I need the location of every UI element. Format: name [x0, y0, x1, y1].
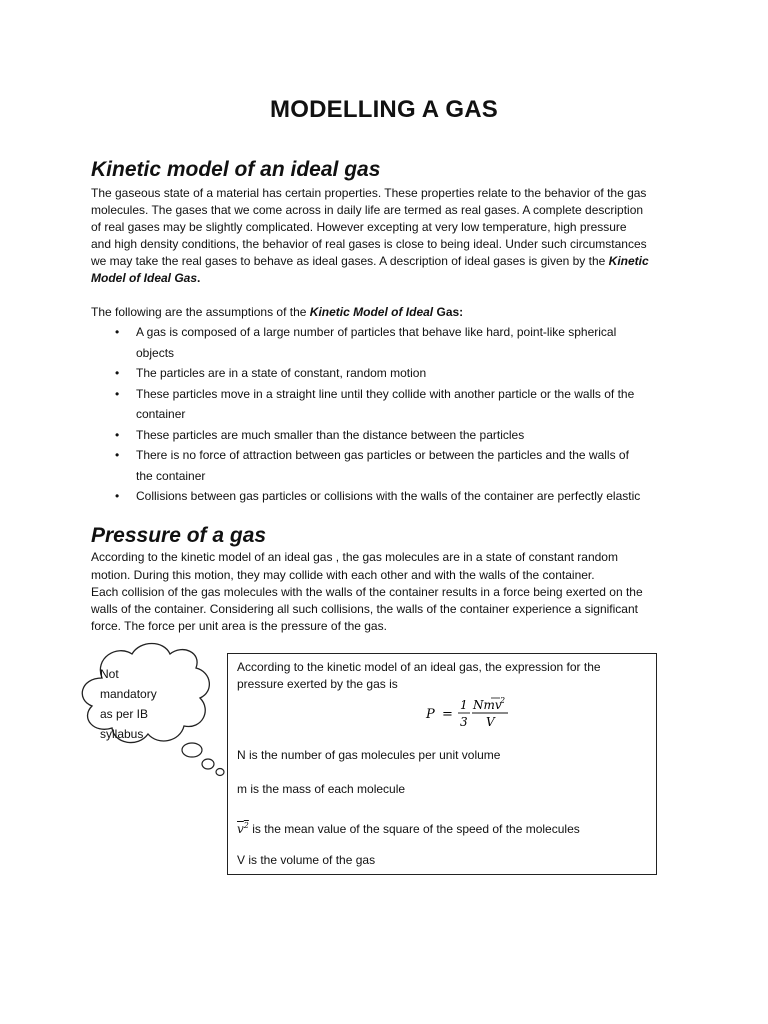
list-item-text: These particles are much smaller than the distance between the particles — [136, 427, 525, 442]
pressure-formula — [424, 696, 514, 730]
definition-V: V is the volume of the gas — [237, 853, 376, 867]
paragraph-line — [91, 253, 731, 270]
list-item-text: Collisions between gas particles or collisions with the walls of the container are perfectly elastic — [136, 489, 641, 503]
paragraph-line: According to the kinetic model of an ideal gas , the gas molecules are in a state of constant random — [91, 550, 618, 564]
bullet-glyph: • — [115, 325, 120, 339]
list-item — [91, 445, 691, 486]
paragraph-line: Each collision of the gas molecules with the walls of the container results in a force being exerted on the — [91, 585, 643, 599]
list-item-text: A gas is composed of a large number of particles that behave like hard, point-like spherical — [136, 325, 617, 339]
v2-symbol — [237, 822, 249, 836]
box-intro-line: According to the kinetic model of an ideal gas, the expression for the — [237, 660, 601, 674]
bullet-glyph: • — [115, 386, 120, 401]
paragraph-line: molecules. The gases that we come across in daily life are termed as real gases. A complete description — [91, 203, 644, 217]
v2-superscript: 2 — [243, 821, 249, 830]
bullet-glyph: • — [115, 366, 120, 380]
emphasis-text: Kinetic — [608, 254, 649, 268]
box-intro-line: pressure exerted by the gas is — [237, 677, 398, 691]
page-title: MODELLING A GAS — [270, 96, 498, 123]
bullet-glyph: • — [115, 448, 120, 462]
list-item-text: There is no force of attraction between gas particles or between the particles and the walls of — [136, 448, 629, 462]
list-item-text: container — [136, 407, 186, 421]
paragraph-line: of real gases may be slightly complicated. However excepting at very low temperature, high pressure — [91, 220, 627, 234]
list-item — [91, 486, 691, 507]
paragraph-line: and high density conditions, the behavior of real gases is close to being ideal. Under such circumstances — [91, 237, 647, 251]
formula-superscript: 2 — [500, 696, 506, 705]
definition-v2 — [237, 817, 647, 838]
definition-m: m is the mass of each molecule — [237, 782, 406, 796]
paragraph-line — [91, 270, 681, 287]
definition-N: N is the number of gas molecules per unit volume — [237, 748, 501, 762]
emphasis-text: Kinetic Model of Ideal — [309, 305, 434, 319]
assumptions-list — [91, 322, 691, 507]
formula-frac2-numerator: Nmv — [473, 698, 502, 712]
cloud-note-line: mandatory — [100, 687, 157, 701]
cloud-note — [100, 664, 180, 744]
paragraph-line-text: we may take the real gases to behave as ideal gases. A description of ideal gases is given by the — [91, 254, 606, 268]
assumptions-intro-text: The following are the assumptions of the — [91, 305, 310, 319]
list-item-text: These particles move in a straight line until they collide with another particle or the walls of the — [136, 386, 635, 401]
formula-frac1-numerator: 1 — [460, 698, 468, 712]
bullet-glyph: • — [115, 489, 120, 503]
paragraph-line: motion. During this motion, they may collide with each other and with the walls of the container. — [91, 568, 595, 582]
cloud-note-line: Not — [100, 667, 119, 681]
assumptions-intro — [91, 304, 463, 321]
formula-frac2-denominator: V — [486, 715, 495, 729]
paragraph-line: The gaseous state of a material has certain properties. These properties relate to the behavior of the gas — [91, 186, 647, 200]
list-item — [91, 425, 691, 446]
emphasis-text: Model of Ideal Gas — [91, 271, 198, 285]
list-item — [91, 322, 691, 363]
list-item-text: the container — [136, 468, 206, 483]
cloud-note-line: as per IB — [100, 707, 149, 721]
formula-equals: = — [442, 707, 453, 722]
pressure-formula-box — [227, 653, 657, 875]
v2-symbol-letter: v — [237, 822, 244, 836]
assumptions-intro-suffix: Gas: — [433, 305, 464, 319]
cloud-note-line: syllabus — [100, 727, 144, 741]
section-heading-kinetic-model: Kinetic model of an ideal gas — [91, 158, 381, 181]
formula-frac1-denominator: 3 — [460, 715, 468, 729]
paragraph-line-end: . — [197, 271, 201, 285]
paragraph-line: walls of the container. Considering all such collisions, the walls of the container experience a significant — [91, 602, 638, 616]
bullet-glyph: • — [115, 427, 120, 442]
section-heading-pressure: Pressure of a gas — [91, 524, 267, 547]
list-item — [91, 384, 691, 425]
paragraph-line: force. The force per unit area is the pressure of the gas. — [91, 619, 387, 633]
list-item — [91, 363, 691, 384]
list-item-text: objects — [136, 345, 175, 360]
v2-definition-text: is the mean value of the square of the speed of the molecules — [248, 822, 580, 836]
formula-lhs: P — [426, 707, 435, 722]
list-item-text: The particles are in a state of constant, random motion — [136, 366, 427, 380]
